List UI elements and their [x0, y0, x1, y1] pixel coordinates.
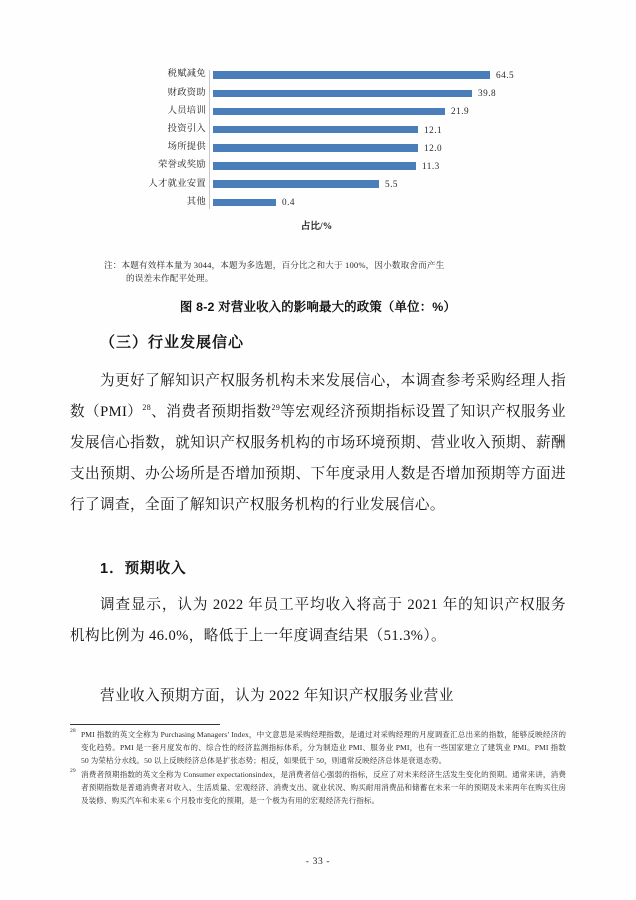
paragraph-intro [70, 366, 566, 521]
section-heading-text: （三）行业发展信心 [100, 334, 245, 351]
subsection-heading [70, 557, 566, 578]
paragraph-expected-income-text: 调查显示，认为 2022 年员工平均收入将高于 2021 年的知识产权服务机构比例为 46.0%，略低于上一年度调查结果（51.3%）。 [70, 597, 566, 644]
chart-bar-track [213, 102, 544, 120]
chart-bar-track [213, 193, 544, 211]
chart-bar-row [96, 175, 544, 193]
chart-value-label: 12.1 [424, 124, 443, 135]
chart-category-label: 荣誉或奖励 [158, 160, 206, 171]
chart-category-label: 人才就业安置 [148, 178, 206, 189]
chart-bar-row [96, 121, 544, 139]
footnote-ref-29[interactable]: 29 [271, 403, 281, 413]
figure-caption: 图 8-2 对营业收入的影响最大的政策（单位：%） [179, 300, 457, 314]
paragraph-intro-part-c: 等宏观经济预期指标设置了知识产权服务业发展信心指数，就知识产权服务机构的市场环境预期、营业收入预期、薪酬支出预期、办公场所是否增加预期、下年度录用人数是否增加预期等方面进行了调查，全面了解知识产权服务机构的行业发展信心。 [70, 404, 566, 513]
figure-8-2-chart [96, 66, 544, 241]
chart-value-label: 12.0 [424, 142, 443, 153]
chart-bar-track [213, 139, 544, 157]
chart-plot-area [96, 66, 544, 212]
paragraph-revenue-outlook-text: 营业收入预期方面，认为 2022 年知识产权服务业营业 [100, 688, 454, 704]
figure-note [104, 259, 570, 286]
chart-bar-fill [213, 199, 276, 207]
paragraph-revenue-outlook [70, 681, 566, 712]
chart-bar-row [96, 157, 544, 175]
chart-bar-track [213, 66, 544, 84]
footnote-marker: 28 [70, 728, 76, 734]
paragraph-intro-part-b: 、消费者预期指数 [151, 404, 272, 420]
footnote-item [70, 768, 566, 807]
footnote-ref-28[interactable]: 28 [142, 403, 152, 413]
chart-bar-fill [213, 90, 472, 98]
paragraph-intro-text [70, 366, 566, 521]
chart-bar-track [213, 175, 544, 193]
chart-x-axis-title: 占比/% [300, 221, 333, 232]
chart-category-label: 其他 [186, 196, 206, 207]
footnote-text: PMI 指数的英文全称为 Purchasing Managers’ Index，中文意思是采购经理指数，是通过对采购经理的月度调查汇总出来的指数，能够反映经济的变化趋势。PMI 是一套月度发布的、综合性的经济监测指标体系，分为制造业 PMI、服务业 PMI，也有一些国家建立了建筑业 PMI。PMI 指数 50 为荣枯分水线。50 以上反映经济总体是扩张态势；相反，如果低于 50，则通常反映经济总体是衰退态势。 [81, 730, 566, 766]
chart-bar-fill [213, 144, 418, 152]
chart-value-label: 39.8 [478, 88, 497, 99]
chart-category-label: 税赋减免 [167, 69, 206, 80]
figure-note-text-1: 本题有效样本量为 3044，本题为多选题，百分比之和大于 100%，因小数取舍而产生 [121, 260, 445, 270]
subsection-heading-text: 1．预期收入 [100, 561, 187, 577]
chart-bar-row [96, 139, 544, 157]
figure-note-line-2: 的误差未作配平处理。 [126, 273, 214, 284]
chart-value-label: 21.9 [451, 106, 470, 117]
chart-bar-row [96, 66, 544, 84]
chart-bar-row [96, 102, 544, 120]
chart-bar-track [213, 157, 544, 175]
chart-category-label: 财政资助 [167, 87, 206, 98]
chart-bar-fill [213, 180, 379, 188]
chart-bar-fill [213, 126, 418, 134]
page-number: - 33 - [305, 856, 331, 867]
figure-note-label: 注： [104, 260, 122, 270]
paragraph-intro-part-a: 为更好了解知识产权服务机构未来发展信心，本调查参考采购经理人指数（PMI） [70, 373, 566, 420]
chart-value-label: 64.5 [496, 70, 515, 81]
chart-bar-track [213, 84, 544, 102]
footnote-marker: 29 [70, 768, 76, 775]
chart-bar-track [213, 121, 544, 139]
footnote-area [70, 728, 566, 808]
paragraph-expected-income [70, 590, 566, 652]
chart-value-label: 5.5 [385, 179, 398, 190]
section-heading [70, 331, 566, 352]
chart-category-label: 场所提供 [167, 142, 206, 153]
chart-value-label: 11.3 [422, 161, 440, 172]
chart-bar-fill [213, 108, 445, 116]
chart-bar-fill [213, 71, 490, 79]
chart-bar-fill [213, 162, 416, 170]
figure-note-line-1 [104, 259, 570, 272]
chart-bar-row [96, 193, 544, 211]
chart-value-label: 0.4 [282, 197, 295, 208]
chart-category-label: 投资引入 [167, 124, 206, 134]
chart-bar-row [96, 84, 544, 102]
footnote-text: 消费者预期指数的英文全称为 Consumer expectationsindex，是消费者信心强弱的指标，反应了对未来经济生活发生变化的预期。通常来讲，消费者预期指数是普通消费者对收入、生活质量、宏观经济、消费支出、就业状况、购买耐用消费品和储蓄在未来一年的预期及未来两年在购买住房及装修、购买汽车和未来 6 个月股市变化的预期，是一个极为有用的宏观经济先行指标。 [81, 770, 566, 806]
footnote-separator [70, 724, 220, 725]
footnote-item [70, 728, 566, 767]
chart-category-label: 人员培训 [167, 105, 206, 116]
